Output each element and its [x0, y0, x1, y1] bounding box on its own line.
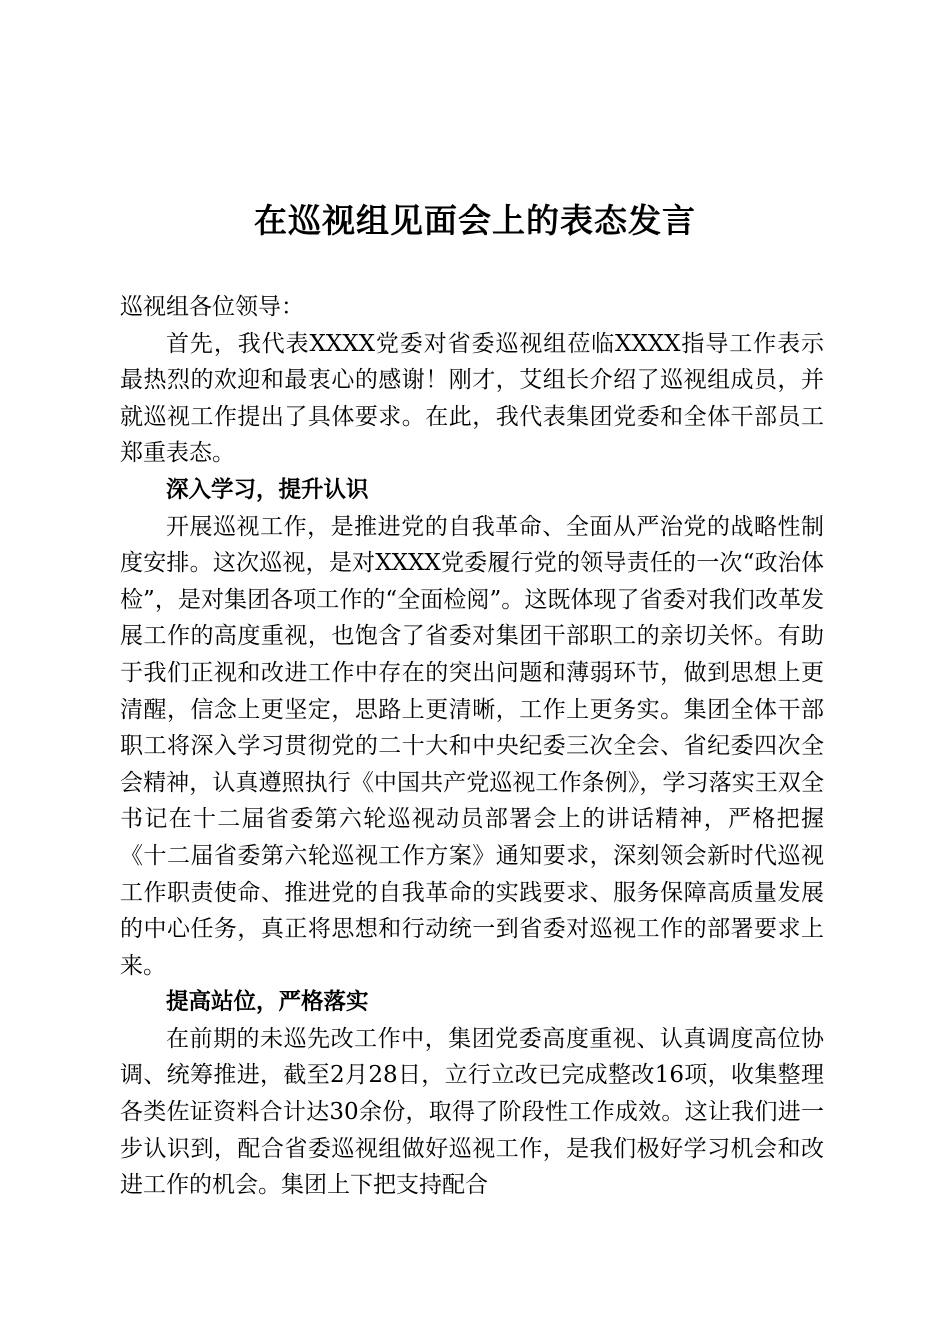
section-paragraph-1: 开展巡视工作，是推进党的自我革命、全面从严治党的战略性制度安排。这次巡视，是对XXXX党委履行党的领导责任的一次“政治体检”，是对集团各项工作的“全面检阅”。这既体现了省委对我们改革发展工作的高度重视，也饱含了省委对集团干部职工的亲切关怀。有助于我们正视和改进工作中存在的突出问题和薄弱环节，做到思想上更清醒，信念上更坚定，思路上更清晰，工作上更务实。集团全体干部职工将深入学习贯彻党的二十大和中央纪委三次全会、省纪委四次全会精神，认真遵照执行《中国共产党巡视工作条例》，学习落实王双全书记在十二届省委第六轮巡视动员部署会上的讲话精神，严格把握《十二届省委第六轮巡视工作方案》通知要求，深刻领会新时代巡视工作职责使命、推进党的自我革命的实践要求、服务保障高质量发展的中心任务，真正将思想和行动统一到省委对巡视工作的部署要求上来。 [120, 513, 824, 979]
document-body [120, 289, 824, 1204]
document-title: 在巡视组见面会上的表态发言 [254, 201, 696, 240]
section-paragraph-2: 在前期的未巡先改工作中，集团党委高度重视、认真调度高位协调、统筹推进，截至2月28日，立行立改已完成整改16项，收集整理各类佐证资料合计达30余份，取得了阶段性工作成效。这让我们进一步认识到，配合省委巡视组做好巡视工作，是我们极好学习机会和改进工作的机会。集团上下把支持配合 [120, 1025, 824, 1199]
salutation: 巡视组各位领导： [120, 294, 304, 320]
section-heading-1: 深入学习，提升认识 [166, 476, 369, 503]
section-heading-2: 提高站位，严格落实 [166, 989, 369, 1016]
intro-paragraph: 首先，我代表XXXX党委对省委巡视组莅临XXXX指导工作表示最热烈的欢迎和最衷心的感谢！刚才，艾组长介绍了巡视组成员，并就巡视工作提出了具体要求。在此，我代表集团党委和全体干部员工郑重表态。 [120, 330, 824, 467]
